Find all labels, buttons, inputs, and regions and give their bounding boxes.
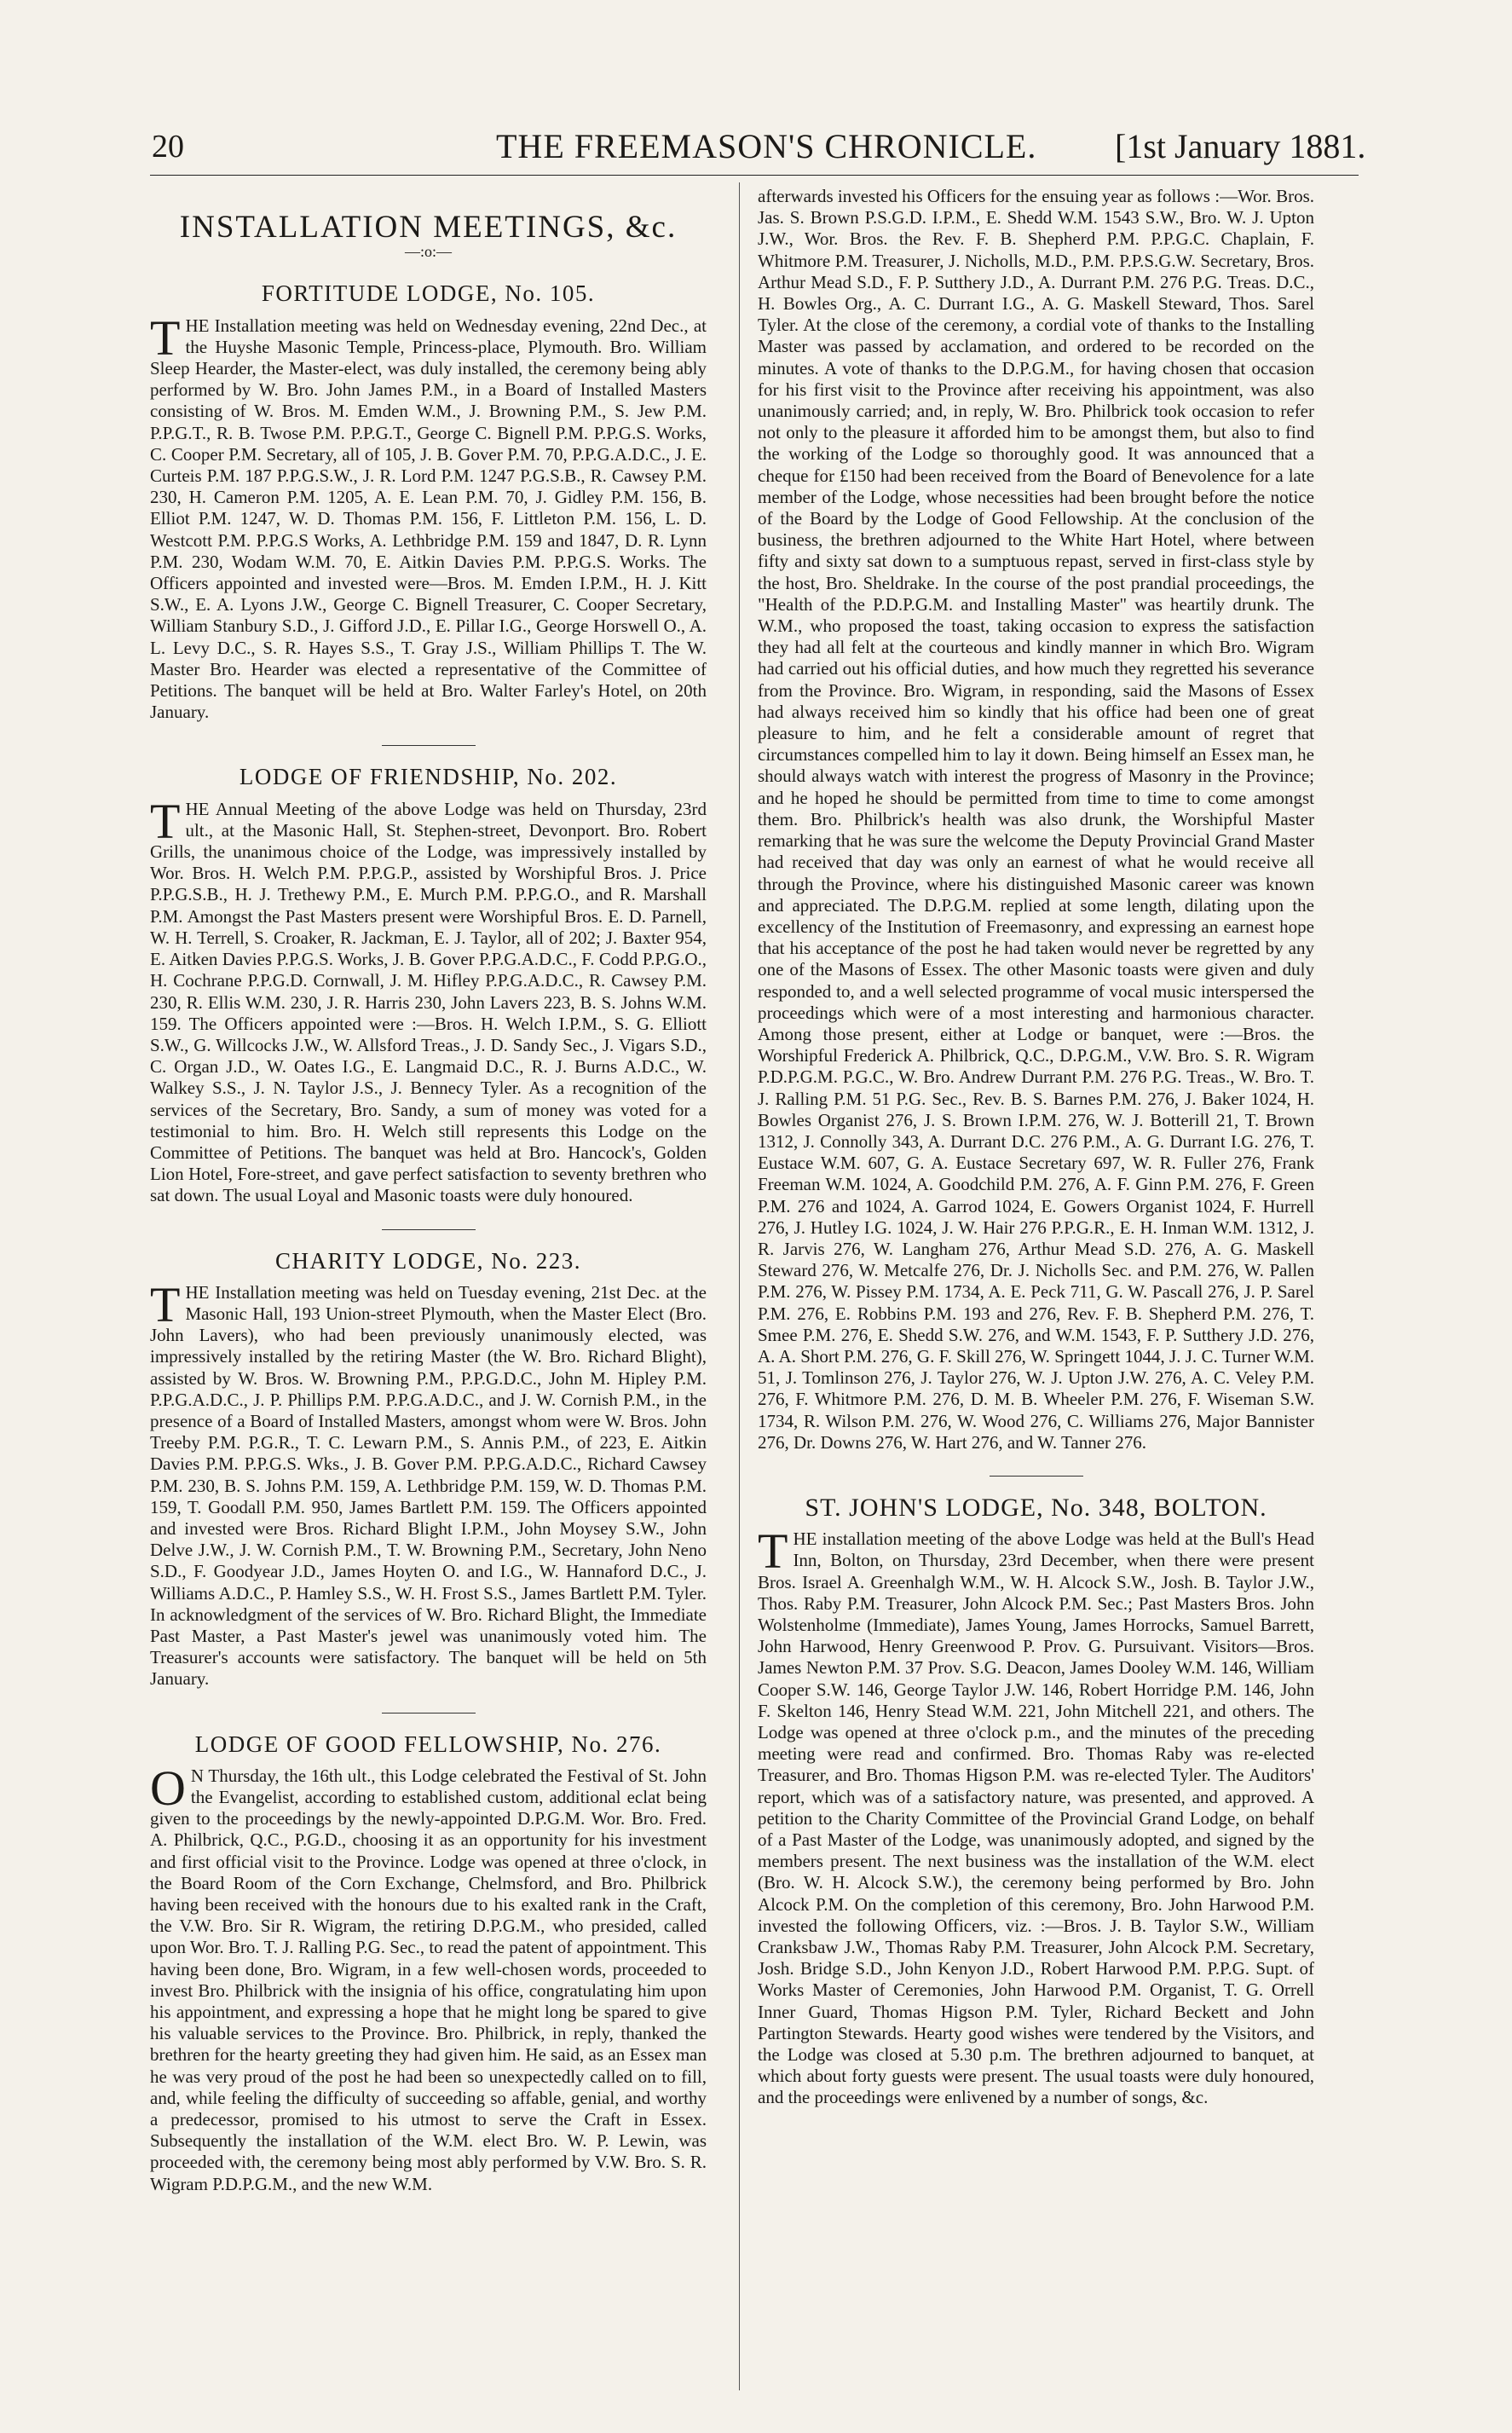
publication-title: THE FREEMASON'S CHRONICLE. <box>496 127 1037 165</box>
article-divider <box>382 1229 476 1230</box>
article-body <box>150 309 707 724</box>
article-divider <box>990 1476 1083 1477</box>
article-text: HE Annual Meeting of the above Lodge was held on Thursday, 23rd ult., at the Masonic Hall, St. Stephen-street, Devonport. Bro. Robert Grills, the unanimous choice of the Lodge, was impressively installed by Wor. Bros. H. Welch P.M. P.P.G.P., assisted by Worshipful Bros. J. Price P.P.G.S.B., H. J. Trethewy P.M., E. Murch P.M. P.P.G.O., and R. Marshall P.M. Amongst the Past Masters present were Worshipful Bros. E. D. Parnell, W. H. Terrell, S. Croaker, R. Jackman, E. J. Taylor, all of 202; J. Baxter 954, E. Aitken Davies P.P.G.S. Works, J. B. Gover P.P.G.A.D.C., F. Codd P.P.G.O., H. Cochrane P.P.G.D. Cornwall, J. M. Hifley P.P.G.A.D.C., R. Cawsey P.M. 230, R. Ellis W.M. 230, J. R. Harris 230, John Lavers 223, B. S. Johns W.M. 159. The Officers appointed were :—Bros. H. Welch I.P.M., S. G. Elliott S.W., G. Willcocks J.W., W. Allsford Treas., J. D. Sandy Sec., J. Vigars S.D., C. Organ J.D., W. Oates I.G., E. Langmaid D.C., R. J. Burns A.D.C., W. Walkey S.S., J. N. Taylor J.S., J. Bennecy Tyler. As a recognition of the services of the Secretary, Bro. Sandy, a sum of money was voted for a testimonial to him. Bro. H. Welch still represents this Lodge on the Committee of Petitions. The banquet was held at Bro. Hancock's, Golden Lion Hotel, Fore-street, and gave perfect satisfaction to seventy brethren who sat down. The usual Loyal and Masonic toasts were duly honoured. <box>150 798 707 1206</box>
drop-cap: T <box>150 793 181 849</box>
article-charity-lodge <box>150 1247 707 1714</box>
article-body <box>150 1760 707 2195</box>
issue-date: [1st January 1881. <box>1115 127 1366 165</box>
article-title: CHARITY LODGE, No. 223. <box>275 1247 581 1274</box>
header-rule <box>150 175 1359 176</box>
article-divider <box>382 1713 476 1714</box>
article-text: HE Installation meeting was held on Tuesday evening, 21st Dec. at the Masonic Hall, 193 Union-street Plymouth, when the Master Elect (Bro. John Lavers), who had been previously unanimously elected, was impressively installed by the retiring Master (the W. Bro. Richard Blight), assisted by W. Bros. W. Browning P.M., P.P.G.D.C., John M. Hipley P.M. P.P.G.A.D.C., J. P. Phillips P.M. P.P.G.A.D.C., and J. W. Cornish P.M., in the presence of a Board of Installed Masters, amongst whom were W. Bros. John Treeby P.M. P.G.R., T. C. Lewarn P.M., S. Annis P.M., of 223, E. Aitkin Davies P.M. P.P.G.S. Wks., J. B. Gover P.M. P.P.G.A.D.C., Richard Cawsey P.M. 230, B. S. Johns P.M. 159, A. Lethbridge P.M. 159, W. D. Thomas P.M. 159, T. Goodall P.M. 950, James Bartlett P.M. 159. The Officers appointed and invested were Bros. Richard Blight I.P.M., John Moysey S.W., John Delve J.W., J. W. Cornish P.M., T. W. Browning P.M., Secretary, John Neno S.D., F. Goodyear J.D., James Hoyten O. and I.G., W. Hannaford D.C., J. Williams A.D.C., P. Hamley S.S., W. H. Frost S.S., James Bartlett P.M. Tyler. In acknowledgment of the services of W. Bro. Richard Blight, the Immediate Past Master, a Past Master's jewel was unanimously voted him. The Treasurer's accounts were satisfactory. The banquet will be held on 5th January. <box>150 1281 707 1690</box>
page-header <box>0 0 1512 179</box>
article-lodge-of-good-fellowship <box>150 1731 707 2195</box>
continued-article-text: afterwards invested his Officers for the ensuing year as follows :—Wor. Bros. Jas. S. Brown P.S.G.D. I.P.M., E. Shedd W.M. 1543 S.W., Bro. W. J. Upton J.W., Wor. Bros. the Rev. F. B. Shepherd P.M. P.P.G.C. Chaplain, F. Whitmore P.M. Treasurer, J. Nicholls, M.D., P.M. P.P.S.G.W. Secretary, Bros. Arthur Mead S.D., F. P. Sutthery J.D., A. Durrant P.M. 276 P.G. Treas. D.C., H. Bowles Org., A. C. Durrant I.G., A. G. Maskell Steward, Thos. Sarel Tyler. At the close of the ceremony, a cordial vote of thanks to the Installing Master was passed by acclamation, and ordered to be recorded on the minutes. A vote of thanks to the D.P.G.M., for having chosen that occasion for his first visit to the Province after receiving his appointment, was also unanimously carried; and, in reply, W. Bro. Philbrick took occasion to refer not only to the pleasure it afforded him to be amongst them, but also to find the working of the Lodge so thoroughly good. It was announced that a cheque for £150 had been received from the Board of Benevolence for a late member of the Lodge, whose necessities had been brought before the notice of the Board by the Lodge of Good Fellowship. At the conclusion of the business, the brethren adjourned to the White Hart Hotel, where between fifty and sixty sat down to a sumptuous repast, served in first-class style by the host, Bro. Sheldrake. In the course of the post prandial proceedings, the "Health of the P.D.P.G.M. and Installing Master" was heartily drunk. The W.M., who proposed the toast, taking occasion to express the satisfaction they had all felt at the courteous and kindly manner in which Bro. Wigram had carried out his official duties, and how much they regretted his severance from the Province. Bro. Wigram, in responding, said the Masons of Essex had always received him so kindly that his office had been one of great pleasure to him, and he felt a considerable amount of regret that circumstances compelled him to lay it down. Being himself an Essex man, he should always watch with interest the progress of Masonry in the Province; and he hoped he should be permitted from time to time to come amongst them. Bro. Philbrick's health was also drunk, the Worshipful Master remarking that he was sure the welcome the Deputy Provincial Grand Master had received that day was only an earnest of what he would receive all through the Province, where his distinguished Masonic career was known and appreciated. The D.P.G.M. replied at some length, dilating upon the excellency of the Institution of Freemasonry, and expressing an earnest hope that his acceptance of the post he had taken would never be regretted by any one of the Masons of Essex. The other Masonic toasts were given and duly responded to, and a well selected programme of vocal music interspersed the proceedings which were of a most interesting and harmonious character. Among those present, either at Lodge or banquet, were :—Bros. the Worshipful Frederick A. Philbrick, Q.C., D.P.G.M., V.W. Bro. S. R. Wigram P.D.P.G.M. P.G.C., W. Bro. Andrew Durrant P.M. 276 P.G. Treas., W. Bro. T. J. Ralling P.M. 51 P.G. Sec., Rev. B. S. Barnes P.M. 276, J. Baker 1024, H. Bowles Organist 276, J. S. Brown I.P.M. 276, W. J. Botterill 21, T. Brown 1312, J. Connolly 343, A. Durrant D.C. 276 P.M., A. G. Durrant I.G. 276, T. Eustace W.M. 607, G. A. Eustace Secretary 697, W. R. Fuller 276, Frank Freeman W.M. 1024, A. Goodchild P.M. 276, A. F. Ginn P.M. 276, F. Green P.M. 276 and 1024, A. Garrod 1024, E. Gowers Organist 1024, F. Hurrell 276, J. Hutley I.G. 1024, J. W. Hair 276 P.P.G.R., E. H. Inman W.M. 1312, J. R. Jarvis 276, W. Langham 276, Arthur Mead S.D. 276, A. G. Maskell Steward 276, W. Metcalfe 276, Dr. J. Nicholls Sec. and P.M. 276, W. Pallen P.M. 276, W. Pissey P.M. 1734, A. E. Peck 711, G. W. Pascall 276, J. P. Sarel P.M. 276, E. Robbins P.M. 193 and 276, Rev. F. B. Shepherd P.M. 276, T. Smee P.M. 276, E. Shedd S.W. 276, and W.M. 1543, F. P. Sutthery J.D. 276, A. A. Short P.M. 276, G. F. Skill 276, W. Springett 1044, J. J. C. Turner W.M. 51, J. Tomlinson 276, J. Taylor 276, W. J. Upton J.W. 276, A. C. Veley P.M. 276, F. Whitmore P.M. 276, D. M. B. Wheeler P.M. 276, F. Wiseman S.W. 1734, R. Wilson P.M. 276, W. Wood 276, C. Williams 276, Major Bannister 276, Dr. Downs 276, W. Hart 276, and W. Tanner 276. <box>758 186 1314 1453</box>
left-column <box>150 186 707 2195</box>
article-text: HE Installation meeting was held on Wednesday evening, 22nd Dec., at the Huyshe Masonic Temple, Princess-place, Plymouth. Bro. William Sleep Hearder, the Master-elect, was duly installed, the ceremony being ably performed by W. Bro. John James P.M., in a Board of Installed Masters consisting of W. Bros. M. Emden W.M., J. Browning P.M., S. Jew P.M. P.P.G.T., R. B. Twose P.M. P.P.G.T., George C. Bignell P.M. P.P.G.S. Works, C. Cooper P.M. Secretary, all of 105, J. B. Gover P.M. 70, P.P.G.A.D.C., J. E. Curteis P.M. 187 P.P.G.S.W., J. R. Lord P.M. 1247 P.G.S.B., R. Cawsey P.M. 230, H. Cameron P.M. 1205, A. E. Lean P.M. 70, J. Gidley P.M. 156, B. Elliot P.M. 1247, W. D. Thomas P.M. 156, F. Littleton P.M. 156, L. D. Westcott P.M. P.P.G.S Works, A. Lethbridge P.M. 159 and 1847, D. R. Lynn P.M. 230, Wodam W.M. 70, E. Aitkin Davies P.M. P.P.G.S. Works. The Officers appointed and invested were—Bros. M. Emden I.P.M., H. J. Kitt S.W., E. A. Lyons J.W., George C. Bignell Treasurer, C. Cooper Secretary, William Stanbury S.D., J. Gifford J.D., E. Pillar I.G., George Horswell O., A. L. Levy D.C., S. R. Hayes S.S., T. Gray J.S., William Phillips T. The W. Master Bro. Hearder was elected a representative of the Committee of Petitions. The banquet will be held at Bro. Walter Farley's Hotel, on 20th January. <box>150 315 707 723</box>
article-text: N Thursday, the 16th ult., this Lodge celebrated the Festival of St. John the Evangelist, according to established custom, additional eclat being given to the proceedings by the newly-appointed D.P.G.M. Wor. Bro. Fred. A. Philbrick, Q.C., P.G.D., choosing it as an opportunity for his investment and first official visit to the Province. Lodge was opened at three o'clock, in the Board Room of the Corn Exchange, Chelmsford, and Bro. Philbrick having been received with the honours due to his exalted rank in the Craft, the V.W. Bro. Sir R. Wigram, the retiring D.P.G.M., who presided, called upon Wor. Bro. T. J. Ralling P.G. Sec., to read the patent of appointment. This having been done, Bro. Wigram, in a few well-chosen words, proceeded to invest Bro. Philbrick with the insignia of his office, congratulating him upon his appointment, and expressing a hope that he might long be spared to give his valuable services to the Province. Bro. Philbrick, in reply, thanked the brethren for the hearty greeting they had given him. He said, as an Essex man he was very proud of the post he had been so unexpectedly called on to fill, and, while feeling the difficulty of succeeding so affable, genial, and worthy a predecessor, promised to his utmost to serve the Craft in Essex. Subsequently the installation of the W.M. elect Bro. W. P. Lewin, was proceeded with, the ceremony being most ably performed by V.W. Bro. S. R. Wigram P.D.P.G.M., and the new W.M. <box>150 1765 707 2194</box>
article-fortitude-lodge <box>150 280 707 746</box>
drop-cap: T <box>150 1276 181 1332</box>
article-title: LODGE OF GOOD FELLOWSHIP, No. 276. <box>194 1731 662 1757</box>
article-divider <box>382 745 476 746</box>
right-column <box>758 186 1314 2109</box>
section-separator: —:o:— <box>404 243 452 261</box>
section-title: INSTALLATION MEETINGS, &c. <box>179 210 678 245</box>
column-divider <box>739 182 740 2390</box>
article-text: HE installation meeting of the above Lodge was held at the Bull's Head Inn, Bolton, on Thursday, 23rd December, when there were present Bros. Israel A. Greenhalgh W.M., W. H. Alcock S.W., Josh. B. Taylor J.W., Thos. Raby P.M. Treasurer, John Alcock P.M. Sec.; Past Masters Bros. John Wolstenholme (Immediate), James Young, James Horrocks, Samuel Barrett, John Harwood, Henry Greenwood P. Prov. G. Pursuivant. Visitors—Bros. James Newton P.M. 37 Prov. S.G. Deacon, James Dooley W.M. 146, William Cooper S.W. 146, George Taylor J.W. 146, Robert Horridge P.M. 146, John F. Skelton 146, Henry Stead W.M. 221, John Mitchell 221, and others. The Lodge was opened at three o'clock p.m., and the minutes of the preceding meeting were read and confirmed. Bro. Thomas Raby was re-elected Treasurer, and Bro. Thomas Higson P.M. was re-elected Tyler. The Auditors' report, which was of a satisfactory nature, was presented, and approved. A petition to the Charity Committee of the Provincial Grand Lodge, on behalf of a Past Master of the Lodge, was unanimously adopted, and signed by the members present. The next business was the installation of the W.M. elect (Bro. W. H. Alcock S.W.), the ceremony being performed by Bro. John Alcock P.M. On the completion of this ceremony, Bro. John Harwood P.M. invested the following Officers, viz. :—Bros. J. B. Taylor S.W., William Cranksbaw J.W., Thomas Raby P.M. Treasurer, John Alcock P.M. Secretary, Josh. Bridge S.D., John Kenyon J.D., Robert Harwood P.M. P.P.G. Supt. of Works Master of Ceremonies, John Harwood P.M. Organist, T. G. Orrell Inner Guard, Thomas Higson P.M. Tyler, Richard Beckett and John Partington Stewards. Hearty good wishes were tendered by the Visitors, and the Lodge was closed at 5.30 p.m. The brethren adjourned to banquet, at which about forty guests were present. The usual toasts were duly honoured, and the proceedings were enlivened by a number of songs, &c. <box>758 1529 1314 2108</box>
article-st-johns-lodge <box>758 1493 1314 2109</box>
article-body <box>758 1523 1314 2108</box>
drop-cap: T <box>150 309 181 366</box>
article-title: ST. JOHN'S LODGE, No. 348, BOLTON. <box>805 1493 1267 1522</box>
drop-cap: T <box>758 1523 788 1580</box>
article-title: FORTITUDE LODGE, No. 105. <box>261 280 596 307</box>
page-number: 20 <box>152 129 184 165</box>
article-body <box>150 1276 707 1690</box>
article-body <box>150 793 707 1207</box>
article-lodge-of-friendship <box>150 766 707 1229</box>
drop-cap: O <box>150 1760 186 1816</box>
article-title: LODGE OF FRIENDSHIP, No. 202. <box>239 764 618 790</box>
